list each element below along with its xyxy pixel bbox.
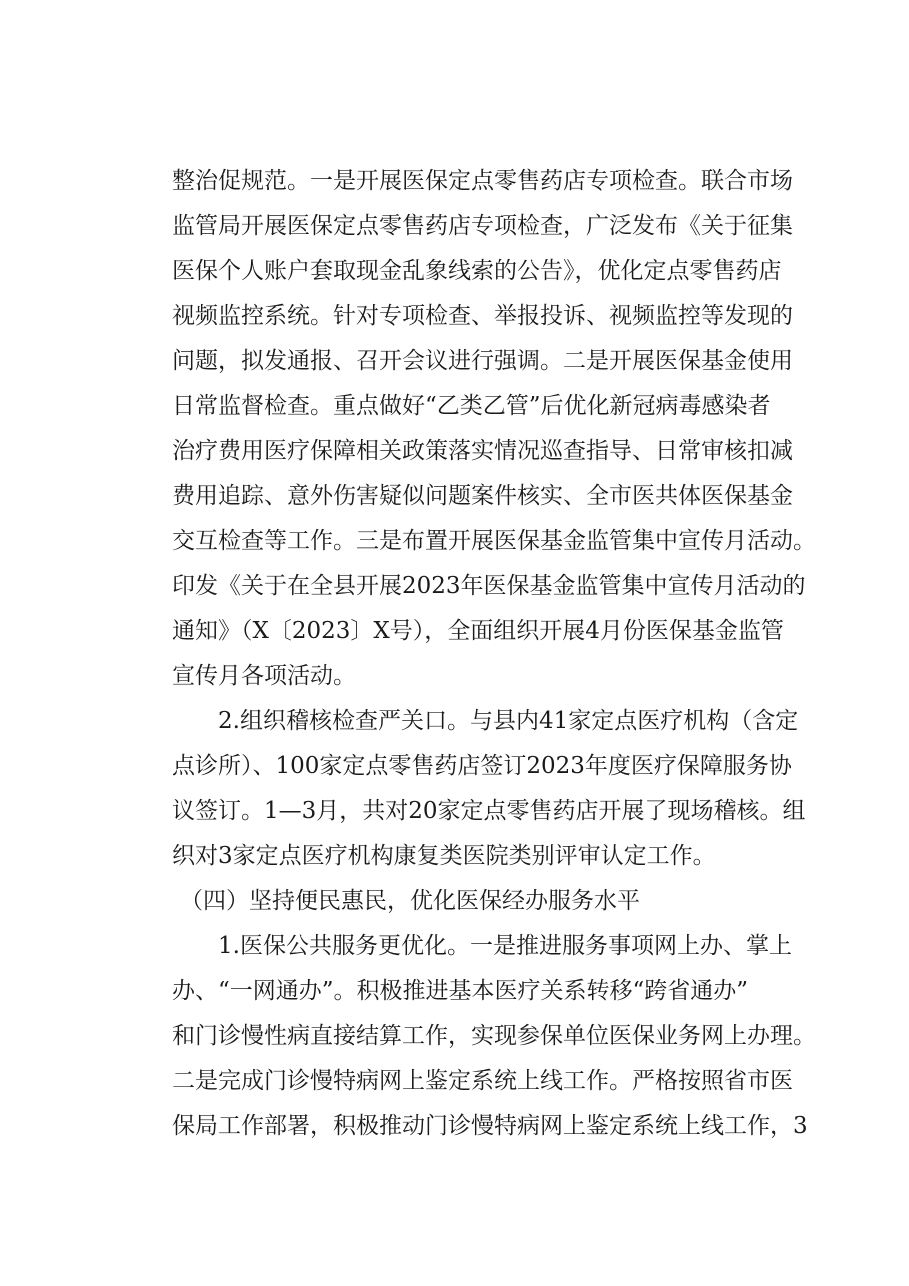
body-line-9: 交互检查等工作。三是布置开展医保基金监管集中宣传月活动。 [172,528,816,554]
body-line-2: 监管局开展医保定点零售药店专项检查，广泛发布《关于征集 [172,213,793,239]
body-line-4: 视频监控系统。针对专项检查、举报投诉、视频监控等发现的 [172,303,793,329]
body-line-8: 费用追踪、意外伤害疑似问题案件核实、全市医共体医保基金 [172,483,793,509]
body-line-11: 通知》（X〔2023〕X号），全面组织开展4月份医保基金监管 [172,618,784,644]
item-1-line-1: 1.医保公共服务更优化。一是推进服务事项网上办、掌上 [218,933,792,959]
body-line-6: 日常监督检查。重点做好“乙类乙管”后优化新冠病毒感染者 [172,393,771,419]
item-2-line-4: 织对3家定点医疗机构康复类医院类别评审认定工作。 [172,843,716,869]
section-heading-4: （四）坚持便民惠民，优化医保经办服务水平 [180,888,640,914]
body-line-1: 整治促规范。一是开展医保定点零售药店专项检查。联合市场 [172,168,793,194]
item-2-line-1: 2.组织稽核检查严关口。与县内41家定点医疗机构（含定 [218,708,799,734]
body-line-3: 医保个人账户套取现金乱象线索的公告》，优化定点零售药店 [172,258,782,284]
item-1-line-3: 和门诊慢性病直接结算工作，实现参保单位医保业务网上办理。 [172,1023,816,1049]
body-line-5: 问题，拟发通报、召开会议进行强调。二是开展医保基金使用 [172,348,793,374]
item-1-line-4: 二是完成门诊慢特病网上鉴定系统上线工作。严格按照省市医 [172,1068,793,1094]
body-line-7: 治疗费用医疗保障相关政策落实情况巡查指导、日常审核扣减 [172,438,793,464]
item-2-line-3: 议签订。1—3月，共对20家定点零售药店开展了现场稽核。组 [172,798,806,824]
item-2-line-2: 点诊所）、100家定点零售药店签订2023年度医疗保障服务协 [172,753,792,779]
item-1-line-5: 保局工作部署，积极推动门诊慢特病网上鉴定系统上线工作，3 [172,1113,808,1139]
item-1-line-2: 办、“一网通办”。积极推进基本医疗关系转移“跨省通办” [172,978,749,1004]
body-line-10: 印发《关于在全县开展2023年医保基金监管集中宣传月活动的 [172,573,806,599]
body-line-12: 宣传月各项活动。 [172,663,356,689]
